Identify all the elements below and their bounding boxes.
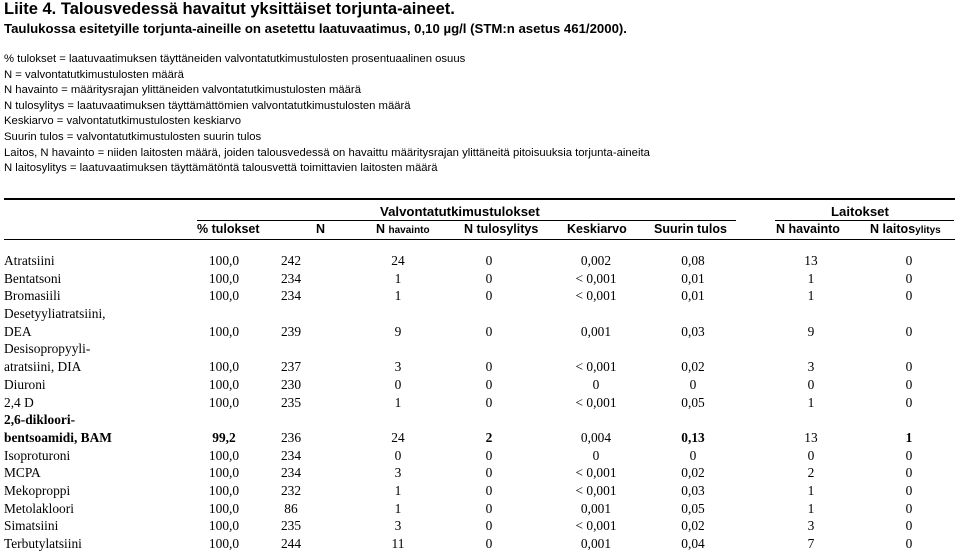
substance-name: 2,6-dikloori- [4, 412, 76, 428]
table-row [0, 270, 960, 288]
table-row [0, 252, 960, 270]
cell-n: 235 [280, 394, 302, 410]
table-row [0, 482, 960, 500]
cell-n: 234 [280, 270, 302, 286]
group-rule-valvonta [197, 220, 736, 221]
cell-keskiarvo: < 0,001 [575, 465, 617, 481]
cell-laitosylitys: 0 [905, 394, 913, 410]
column-header-n-havainto: N havainto [376, 222, 430, 236]
cell-n: 86 [284, 500, 298, 516]
cell-n: 232 [280, 482, 302, 498]
cell-tulokset: 100,0 [208, 359, 240, 375]
cell-n-havainto: 1 [394, 500, 402, 516]
cell-n-tulosylitys: 2 [485, 429, 493, 445]
cell-n-havainto: 0 [394, 376, 402, 392]
substance-name: Diuroni [4, 376, 46, 392]
substance-name: Desetyyliatratsiini, [4, 306, 106, 322]
cell-laitosylitys: 0 [905, 447, 913, 463]
cell-laitos-havainto: 0 [807, 376, 815, 392]
cell-n-havainto: 9 [394, 323, 402, 339]
cell-laitosylitys: 0 [905, 288, 913, 304]
column-header-laitosylitys: N laitosylitys [870, 222, 941, 236]
cell-suurin-tulos: 0,03 [681, 482, 705, 498]
cell-suurin-tulos: 0,08 [681, 253, 705, 268]
cell-keskiarvo: < 0,001 [575, 518, 617, 534]
column-header-keskiarvo: Keskiarvo [567, 222, 627, 236]
cell-n-tulosylitys: 0 [485, 465, 493, 481]
cell-keskiarvo: 0,004 [580, 429, 612, 445]
definition-item: Keskiarvo = valvontatutkimustulosten keskiarvo [4, 115, 242, 128]
substance-name: Metolakloori [4, 500, 74, 516]
cell-n-havainto: 24 [391, 253, 405, 268]
table-row [0, 394, 960, 412]
cell-laitos-havainto: 3 [807, 359, 815, 375]
definitions-list [4, 52, 954, 177]
cell-n-tulosylitys: 0 [485, 288, 493, 304]
cell-keskiarvo: < 0,001 [575, 482, 617, 498]
cell-laitosylitys: 0 [905, 465, 913, 481]
definition-item: N havainto = määritysrajan ylittäneiden valvontatutkimustulosten määrä [4, 84, 361, 97]
cell-laitosylitys: 0 [905, 323, 913, 339]
table-row [0, 447, 960, 465]
cell-n-havainto: 1 [394, 288, 402, 304]
cell-n-tulosylitys: 0 [485, 253, 493, 268]
cell-n-havainto: 1 [394, 482, 402, 498]
cell-laitos-havainto: 1 [807, 500, 815, 516]
cell-tulokset: 100,0 [208, 376, 240, 392]
substance-name: DEA [4, 323, 32, 339]
substance-name: Bromasiili [4, 288, 61, 304]
cell-n-tulosylitys: 0 [485, 270, 493, 286]
definition-item: N = valvontatutkimustulosten määrä [4, 68, 184, 81]
cell-laitosylitys: 0 [905, 359, 913, 375]
substance-name: Bentatsoni [4, 270, 62, 286]
table-body [0, 252, 960, 553]
table-row-name-line [0, 411, 960, 429]
column-header-tulokset: % tulokset [197, 222, 260, 236]
cell-keskiarvo: < 0,001 [575, 288, 617, 304]
cell-n-havainto: 0 [394, 447, 402, 463]
header-bottom-rule [4, 239, 955, 240]
cell-keskiarvo: 0,002 [580, 253, 612, 268]
cell-n: 236 [280, 429, 302, 445]
cell-suurin-tulos: 0,13 [681, 429, 705, 445]
cell-n: 237 [280, 359, 302, 375]
cell-n-tulosylitys: 0 [485, 500, 493, 516]
table-row-name-line [0, 305, 960, 323]
definition-item: N laitosylitys = laatuvaatimuksen täyttämätöntä talousvettä toimittavien laitosten määrä [4, 162, 438, 175]
cell-keskiarvo: < 0,001 [575, 359, 617, 375]
cell-suurin-tulos: 0,02 [681, 518, 705, 534]
cell-laitos-havainto: 3 [807, 518, 815, 534]
cell-laitos-havainto: 1 [807, 394, 815, 410]
cell-n-tulosylitys: 0 [485, 394, 493, 410]
table-top-rule [4, 198, 955, 200]
cell-laitosylitys: 0 [905, 518, 913, 534]
substance-name: Mekoproppi [4, 482, 71, 498]
cell-tulokset: 100,0 [208, 447, 240, 463]
cell-n-tulosylitys: 0 [485, 482, 493, 498]
cell-keskiarvo: 0,001 [580, 500, 612, 516]
cell-n-tulosylitys: 0 [485, 536, 493, 551]
substance-name: Simatsiini [4, 518, 59, 534]
cell-n-tulosylitys: 0 [485, 359, 493, 375]
cell-n: 234 [280, 288, 302, 304]
table-row [0, 535, 960, 553]
cell-keskiarvo: < 0,001 [575, 270, 617, 286]
table-row [0, 429, 960, 447]
cell-suurin-tulos: 0,05 [681, 394, 705, 410]
cell-tulokset: 100,0 [208, 518, 240, 534]
cell-n: 235 [280, 518, 302, 534]
cell-laitos-havainto: 13 [804, 429, 818, 445]
cell-laitos-havainto: 1 [807, 288, 815, 304]
table-row [0, 464, 960, 482]
cell-n-havainto: 1 [394, 394, 402, 410]
cell-n-havainto: 11 [391, 536, 405, 551]
column-header-laitos-havainto: N havainto [776, 222, 840, 236]
group-rule-laitokset [775, 220, 954, 221]
cell-laitosylitys: 0 [905, 500, 913, 516]
cell-tulokset: 100,0 [208, 482, 240, 498]
definition-item: % tulokset = laatuvaatimuksen täyttäneiden valvontatutkimustulosten prosentuaalinen osuus [4, 53, 466, 65]
table-row [0, 358, 960, 376]
cell-keskiarvo: 0 [592, 447, 600, 463]
cell-suurin-tulos: 0,02 [681, 465, 705, 481]
table-row [0, 287, 960, 305]
cell-tulokset: 100,0 [208, 253, 240, 268]
cell-keskiarvo: 0,001 [580, 536, 612, 551]
cell-tulokset: 100,0 [208, 465, 240, 481]
cell-suurin-tulos: 0,05 [681, 500, 705, 516]
substance-name: Atratsiini [4, 253, 55, 268]
cell-suurin-tulos: 0,02 [681, 359, 705, 375]
table-row-name-line [0, 340, 960, 358]
cell-keskiarvo: < 0,001 [575, 394, 617, 410]
cell-n-tulosylitys: 0 [485, 518, 493, 534]
cell-tulokset: 100,0 [208, 536, 240, 551]
cell-laitosylitys: 0 [905, 253, 913, 268]
cell-keskiarvo: 0 [592, 376, 600, 392]
substance-name: Isoproturoni [4, 447, 71, 463]
substance-name: 2,4 D [4, 394, 34, 410]
cell-tulokset: 100,0 [208, 500, 240, 516]
cell-n: 230 [280, 376, 302, 392]
cell-n: 244 [280, 536, 302, 551]
cell-suurin-tulos: 0 [689, 447, 697, 463]
page-title: Liite 4. Talousvedessä havaitut yksittäiset torjunta-aineet. [4, 0, 455, 18]
cell-n-tulosylitys: 0 [485, 447, 493, 463]
cell-laitosylitys: 0 [905, 482, 913, 498]
cell-suurin-tulos: 0,01 [681, 288, 705, 304]
cell-n: 239 [280, 323, 302, 339]
substance-name: Terbutylatsiini [4, 536, 82, 551]
cell-tulokset: 100,0 [208, 323, 240, 339]
cell-n-havainto: 3 [394, 518, 402, 534]
substance-name: atratsiini, DIA [4, 359, 82, 375]
cell-laitos-havainto: 7 [807, 536, 815, 551]
cell-laitos-havainto: 9 [807, 323, 815, 339]
definition-item: N tulosylitys = laatuvaatimuksen täyttämättömien valvontatutkimustulosten määrä [4, 99, 411, 112]
cell-tulokset: 100,0 [208, 288, 240, 304]
definition-item: Laitos, N havainto = niiden laitosten määrä, joiden talousvedessä on havaittu määritysrajan ylittäneitä pitoisuuksia torjunta-aineita [4, 146, 650, 159]
group-header-laitokset: Laitokset [831, 204, 889, 219]
cell-suurin-tulos: 0,01 [681, 270, 705, 286]
cell-suurin-tulos: 0,03 [681, 323, 705, 339]
cell-laitos-havainto: 1 [807, 270, 815, 286]
column-header-suurin-tulos: Suurin tulos [654, 222, 727, 236]
definition-item: Suurin tulos = valvontatutkimustulosten suurin tulos [4, 130, 262, 143]
cell-tulokset: 100,0 [208, 270, 240, 286]
page-subtitle: Taulukossa esitetyille torjunta-aineille on asetettu laatuvaatimus, 0,10 µg/l (STM:n asetus 461/2000). [4, 21, 627, 36]
substance-name: Desisopropyyli- [4, 341, 91, 357]
cell-n-havainto: 3 [394, 359, 402, 375]
cell-n-tulosylitys: 0 [485, 323, 493, 339]
cell-laitosylitys: 0 [905, 376, 913, 392]
column-header-n-tulosylitys: N tulosylitys [464, 222, 539, 236]
cell-n: 242 [280, 253, 302, 268]
cell-suurin-tulos: 0 [689, 376, 697, 392]
table-row [0, 517, 960, 535]
substance-name: bentsoamidi, BAM [4, 429, 112, 445]
cell-keskiarvo: 0,001 [580, 323, 612, 339]
cell-laitos-havainto: 13 [804, 253, 818, 268]
cell-laitosylitys: 1 [905, 429, 913, 445]
cell-tulokset: 100,0 [208, 394, 240, 410]
cell-n-tulosylitys: 0 [485, 376, 493, 392]
table-row [0, 500, 960, 518]
cell-n: 234 [280, 465, 302, 481]
group-header-valvonta: Valvontatutkimustulokset [380, 204, 540, 219]
table-row [0, 323, 960, 341]
cell-laitosylitys: 0 [905, 536, 913, 551]
cell-laitos-havainto: 0 [807, 447, 815, 463]
cell-n-havainto: 24 [391, 429, 405, 445]
cell-laitos-havainto: 2 [807, 465, 815, 481]
cell-n: 234 [280, 447, 302, 463]
column-header-n: N [316, 222, 326, 236]
cell-n-havainto: 3 [394, 465, 402, 481]
cell-suurin-tulos: 0,04 [681, 536, 705, 551]
cell-n-havainto: 1 [394, 270, 402, 286]
table-row [0, 376, 960, 394]
cell-laitos-havainto: 1 [807, 482, 815, 498]
cell-laitosylitys: 0 [905, 270, 913, 286]
substance-name: MCPA [4, 465, 41, 481]
cell-tulokset: 99,2 [212, 429, 236, 445]
